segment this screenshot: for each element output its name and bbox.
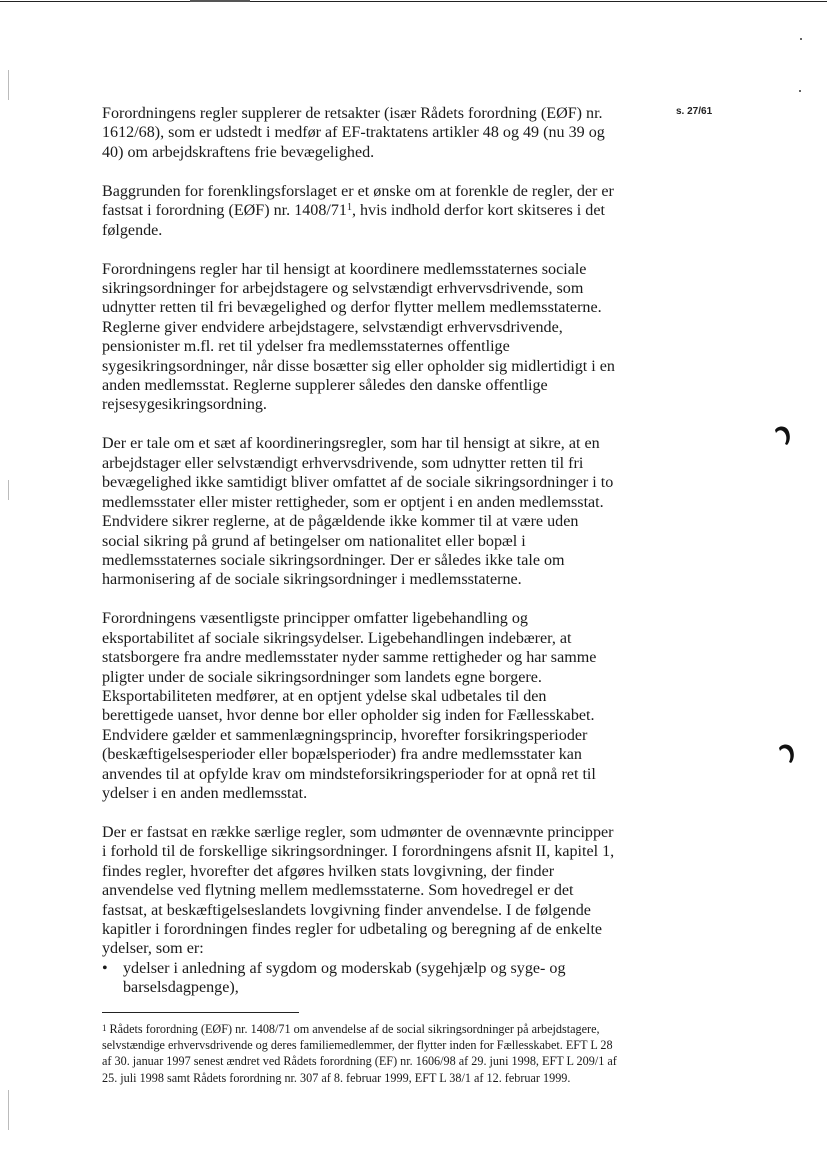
bullet-text: ydelser i anledning af sygdom og moderskab (sygehjælp og syge- og barselsdagpenge),	[123, 959, 566, 997]
page-top-rule-mark	[190, 0, 250, 2]
footnote-text: Rådets forordning (EØF) nr. 1408/71 om anvendelse af de social sikringsordninger på arbejdstagere, selvstændige erhvervsdrivende og deres familiemedlemmer, der flytter inden for Fællesskabet. EFT L 28 af 30. januar 1997 senest ændret ved Rådets forordning (EF) nr. 1606/98 af 29. juni 1998, EFT L 209/1 af 25. juli 1998 samt Rådets forordning nr. 307 af 8. februar 1999, EFT L 38/1 af 12. februar 1999.	[102, 1022, 617, 1085]
paragraph-2	[102, 182, 618, 240]
punch-hole-icon	[772, 424, 792, 446]
scan-speck	[800, 38, 802, 40]
footnote	[102, 1021, 618, 1086]
page-top-rule	[0, 1, 827, 2]
margin-page-reference: s. 27/61	[676, 106, 713, 117]
footnote-separator	[102, 1012, 299, 1013]
document-body	[102, 104, 618, 998]
scan-speck	[799, 90, 801, 92]
scan-edge-mark	[8, 1090, 9, 1130]
paragraph-2-text: Baggrunden for forenklingsforslaget er et ønske om at forenkle de regler, der er fastsat i forordning (EØF) nr. 1408/71	[102, 182, 614, 220]
bullet-list	[102, 959, 618, 998]
bullet-item	[102, 959, 618, 998]
paragraph-4: Der er tale om et sæt af koordineringsregler, som har til hensigt at sikre, at en arbejdstager eller selvstændigt erhvervsdrivende, som udnytter retten til fri bevægelighed ikke samtidigt bliver omfattet af de sociale sikringsordninger i to medlemsstater eller mister rettigheder, som er optjent i en anden medlemsstat. Endvidere sikrer reglerne, at de pågældende ikke kommer til at være uden social sikring på grund af betingelser om nationalitet eller bopæl i medlemsstaternes sociale sikringsordninger. Der er således ikke tale om harmonisering af de sociale sikringsordninger i medlemsstaterne.	[102, 435, 614, 589]
paragraph-6: Der er fastsat en række særlige regler, som udmønter de ovennævnte principper i forhold til de forskellige sikringsordninger. I forordningens afsnit II, kapitel 1, findes regler, hvorefter det afgøres hvilken stats lovgivning, der finder anvendelse ved flytning mellem medlemsstaterne. Som hovedregel er det fastsat, at beskæftigelseslandets lovgivning finder anvendelse. I de følgende kapitler i forordningen findes regler for udbetaling og beregning af de enkelte ydelser, som er:	[102, 823, 615, 958]
scan-edge-mark	[8, 480, 9, 500]
footnote-mark: 1	[102, 1023, 107, 1033]
punch-hole-icon	[776, 742, 796, 764]
paragraph-2-tail: , hvis indhold derfor kort skitseres i det følgende.	[102, 202, 605, 239]
paragraph-5: Forordningens væsentligste principper omfatter ligebehandling og eksportabilitet af sociale sikringsydelser. Ligebehandlingen indebærer, at statsborgere fra andre medlemsstater nyder samme rettigheder og har samme pligter under de sociale sikringsordninger som landets egne borgere. Eksportabiliteten medfører, at en optjent ydelse skal udbetales til den berettigede uanset, hvor denne bor eller opholder sig inden for Fællesskabet. Endvidere gælder et sammenlægningsprincip, hvorefter forsikringsperioder (beskæftigelsesperioder eller bopælsperioder) fra andre medlemsstater kan anvendes til at opfylde krav om mindsteforsikringsperioder for at opnå ret til ydelser i en anden medlemsstat.	[102, 610, 597, 802]
scan-edge-mark	[8, 70, 9, 100]
paragraph-3: Forordningens regler har til hensigt at koordinere medlemsstaternes sociale sikringsordninger for arbejdstagere og selvstændigt erhvervsdrivende, som udnytter retten til fri bevægelighed og derfor flytter mellem medlemsstaterne. Reglerne giver endvidere arbejdstagere, selvstændigt erhvervsdrivende, pensionister m.fl. ret til ydelser fra medlemsstaternes offentlige sygesikringsordninger, når disse bosætter sig eller opholder sig midlertidigt i en anden medlemsstat. Reglerne supplerer således den danske offentlige rejsesygesikringsordning.	[102, 260, 615, 414]
footnote-reference[interactable]: 1	[346, 202, 352, 214]
paragraph-1: Forordningens regler supplerer de retsakter (især Rådets forordning (EØF) nr. 1612/68), som er udstedt i medfør af EF-traktatens artikler 48 og 49 (nu 39 og 40) om arbejdskraftens frie bevægelighed.	[102, 105, 605, 161]
bullet-icon: •	[102, 959, 108, 977]
